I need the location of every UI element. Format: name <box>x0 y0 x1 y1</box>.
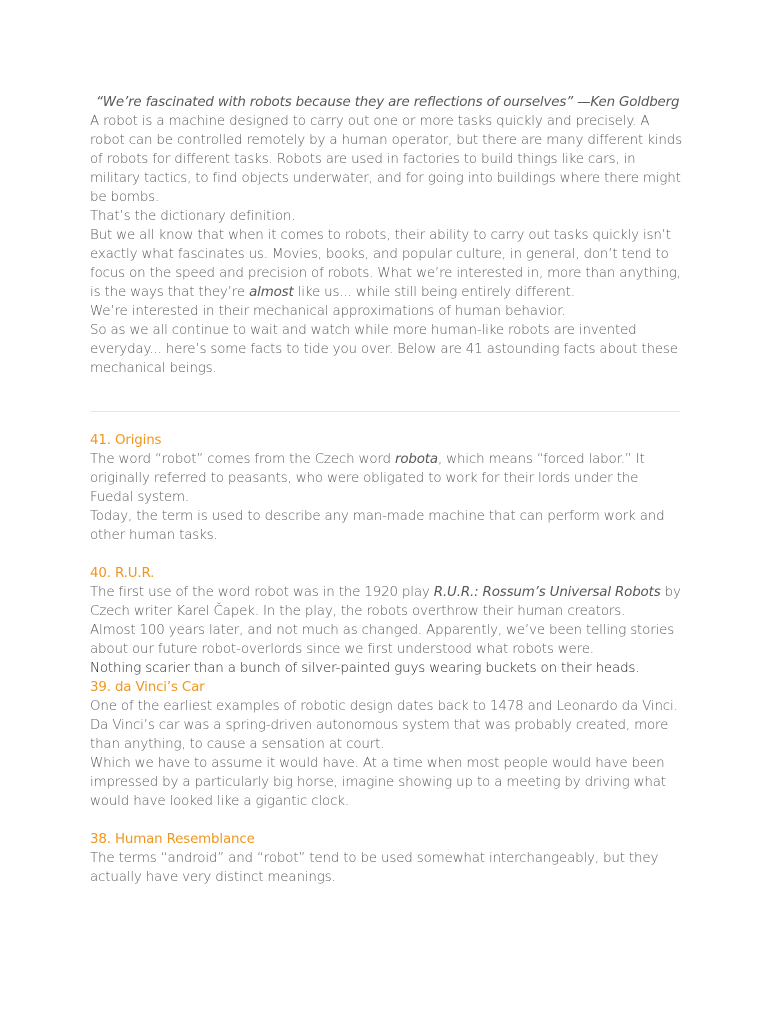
intro-paragraph-4: We’re interested in their mechanical approximations of human behavior. <box>90 304 566 319</box>
spacer <box>90 811 685 830</box>
section-divider <box>90 411 680 412</box>
intro-quote: “We’re fascinated with robots because they are reflections of ourselves” —Ken Goldberg <box>96 95 680 110</box>
intro-paragraph-5: So as we all continue to wait and watch while more human-like robots are invented everyday... here’s some facts to tide you over. Below are 41 astounding facts about these mechanical beings. <box>90 323 678 376</box>
section-40-paragraph-3: Nothing scarier than a bunch of silver-painted guys wearing buckets on their heads. <box>90 661 640 676</box>
section-41-paragraph-1 <box>90 450 685 507</box>
intro-paragraph-3 <box>90 226 685 302</box>
intro-paragraph-3-part-2: like us... while still being entirely different. <box>293 285 575 300</box>
section-41-paragraph-2: Today, the term is used to describe any man-made machine that can perform work and other human tasks. <box>90 509 665 543</box>
article <box>90 93 685 887</box>
section-41-heading: 41. Origins <box>90 433 162 448</box>
section-40-paragraph-1-part-2: by Czech writer Karel Čapek. In the play, the robots overthrow their human creators. <box>90 585 681 619</box>
section-39-paragraph-3: Which we have to assume it would have. At a time when most people would have been impressed by a particularly big horse, imagine showing up to a meeting by driving what would have looked like a gigantic clock. <box>90 756 666 809</box>
section-39-paragraph-1: One of the earliest examples of robotic design dates back to 1478 and Leonardo da Vinci. <box>90 699 678 714</box>
section-41-paragraph-1-emphasis: robota <box>394 452 438 467</box>
intro-paragraph-2: That’s the dictionary definition. <box>90 209 296 224</box>
intro-paragraph-3-part-1: But we all know that when it comes to robots, their ability to carry out tasks quickly isn’t exactly what fascinates us. Movies, books, and popular culture, in general, don’t tend to focus on the speed and precision of robots. What we’re interested in, more than anything, is the ways that they’re <box>90 228 681 300</box>
spacer <box>90 545 685 564</box>
section-40-paragraph-1 <box>90 583 685 621</box>
section-41-paragraph-1-part-1: The word “robot” comes from the Czech word <box>90 452 395 467</box>
section-38-heading: 38. Human Resemblance <box>90 832 255 847</box>
section-39-paragraph-2: Da Vinci’s car was a spring-driven autonomous system that was probably created, more than anything, to cause a sensation at court. <box>90 718 669 752</box>
section-39-heading: 39. da Vinci’s Car <box>90 680 205 695</box>
intro-paragraph-3-emphasis: almost <box>249 285 294 300</box>
section-40-paragraph-1-part-1: The first use of the word robot was in the 1920 play <box>90 585 434 600</box>
section-40-paragraph-2: Almost 100 years later, and not much as changed. Apparently, we’ve been telling stories about our future robot-overlords since we first understood what robots were. <box>90 623 675 657</box>
intro-paragraph-1: A robot is a machine designed to carry out one or more tasks quickly and precisely. A robot can be controlled remotely by a human operator, but there are many different kinds of robots for different tasks. Robots are used in factories to build things like cars, in military tactics, to find objects underwater, and for going into buildings where there might be bombs. <box>90 114 682 205</box>
section-40-heading: 40. R.U.R. <box>90 566 155 581</box>
section-40-paragraph-1-emphasis: R.U.R.: Rossum’s Universal Robots <box>433 585 661 600</box>
section-41-paragraph-1-part-2: , which means “forced labor.” It originally referred to peasants, who were obligated to work for their lords under the Fuedal system. <box>90 452 645 505</box>
section-38-paragraph-1: The terms “android” and “robot” tend to be used somewhat interchangeably, but they actually have very distinct meanings. <box>90 851 659 885</box>
